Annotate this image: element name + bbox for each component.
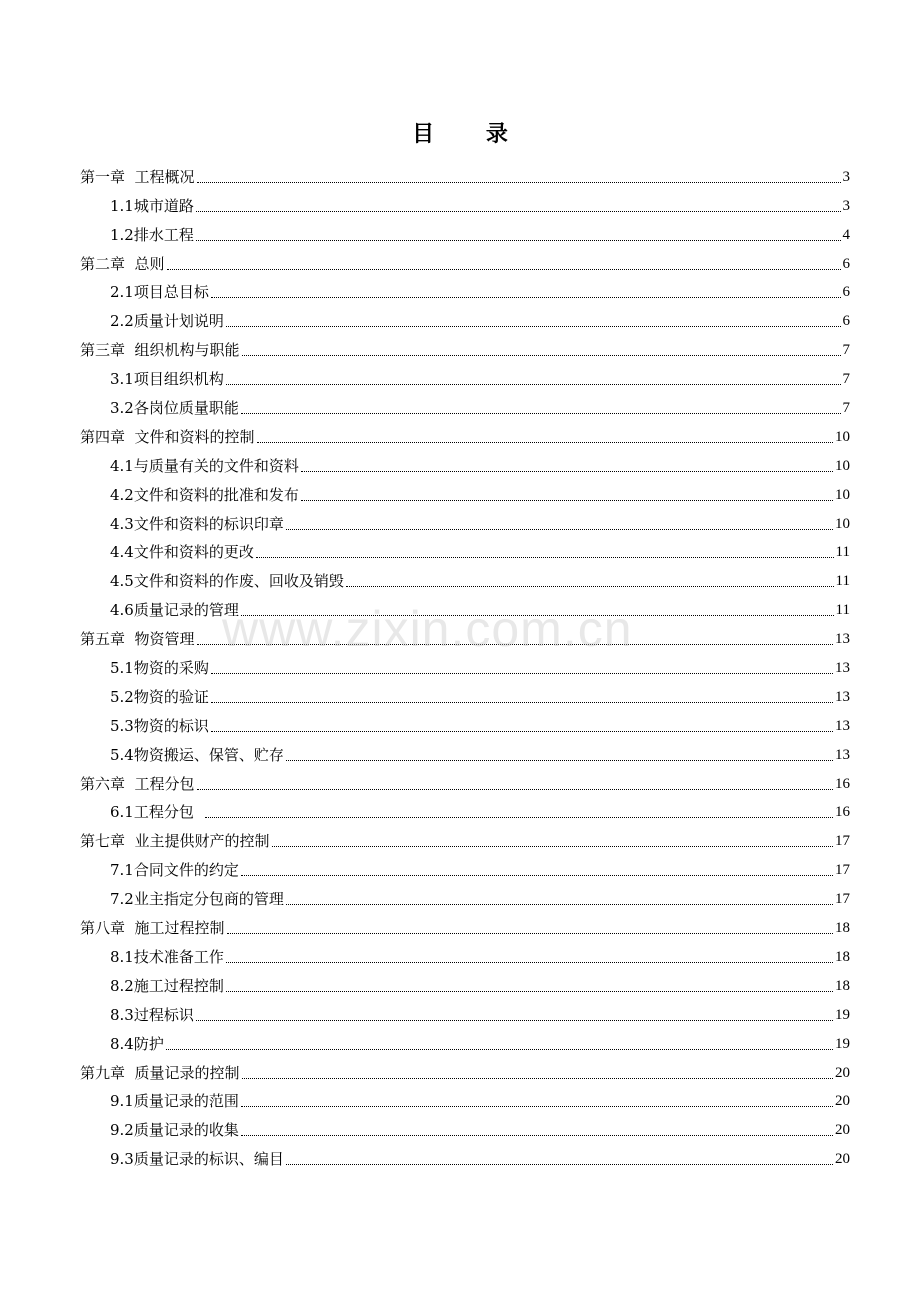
toc-dot-leader [226, 384, 841, 385]
toc-dot-leader [242, 1078, 833, 1079]
toc-page-number: 7 [842, 371, 850, 388]
toc-page-number: 13 [835, 717, 850, 734]
toc-entry-label: 4.3文件和资料的标识印章 [110, 514, 284, 533]
toc-dot-leader [211, 297, 841, 298]
toc-section-entry[interactable] [80, 361, 850, 390]
toc-section-entry[interactable] [80, 708, 850, 737]
toc-entry-label: 1.1城市道路 [110, 196, 194, 215]
toc-page-number: 13 [835, 660, 850, 677]
toc-entry-label: 9.3质量记录的标识、编目 [110, 1150, 284, 1169]
toc-entry-label: 第三章 组织机构与职能 [80, 341, 240, 360]
toc-entry-label: 4.4文件和资料的更改 [110, 543, 254, 562]
toc-dot-leader [301, 471, 833, 472]
toc-dot-leader [241, 875, 833, 876]
toc-page-number: 13 [835, 631, 850, 648]
toc-dot-leader [286, 529, 833, 530]
toc-dot-leader [286, 904, 833, 905]
toc-page-number: 10 [835, 486, 850, 503]
toc-entry-label: 第二章 总则 [80, 254, 165, 273]
toc-section-entry[interactable] [80, 1112, 850, 1141]
toc-page-number: 3 [842, 197, 850, 214]
toc-entry-label: 第八章 施工过程控制 [80, 919, 225, 938]
toc-entry-label: 第五章 物资管理 [80, 630, 195, 649]
table-of-contents [80, 159, 850, 1170]
toc-dot-leader [196, 211, 841, 212]
toc-section-entry[interactable] [80, 535, 850, 564]
toc-page-number: 11 [835, 602, 850, 619]
toc-entry-label: 8.2施工过程控制 [110, 976, 224, 995]
toc-chapter-entry[interactable] [80, 766, 850, 795]
toc-entry-label: 7.1合同文件的约定 [110, 861, 239, 880]
toc-entry-label: 5.4物资搬运、保管、贮存 [110, 745, 284, 764]
toc-chapter-entry[interactable] [80, 910, 850, 939]
toc-section-entry[interactable] [80, 737, 850, 766]
toc-dot-leader [211, 673, 833, 674]
toc-section-entry[interactable] [80, 852, 850, 881]
toc-dot-leader [196, 1020, 833, 1021]
toc-page-number: 19 [835, 1035, 850, 1052]
toc-chapter-entry[interactable] [80, 823, 850, 852]
toc-section-entry[interactable] [80, 1084, 850, 1113]
toc-dot-leader [241, 615, 834, 616]
toc-dot-leader [272, 846, 833, 847]
toc-section-entry[interactable] [80, 1141, 850, 1170]
toc-page-number: 10 [835, 428, 850, 445]
toc-section-entry[interactable] [80, 188, 850, 217]
toc-entry-label: 7.2业主指定分包商的管理 [110, 890, 284, 909]
toc-chapter-entry[interactable] [80, 419, 850, 448]
toc-page-number: 16 [835, 775, 850, 792]
toc-chapter-entry[interactable] [80, 246, 850, 275]
toc-entry-label: 3.2各岗位质量职能 [110, 399, 239, 418]
toc-dot-leader [167, 269, 841, 270]
toc-dot-leader [241, 1135, 833, 1136]
toc-page-number: 11 [835, 544, 850, 561]
toc-dot-leader [211, 702, 833, 703]
toc-section-entry[interactable] [80, 795, 850, 824]
toc-section-entry[interactable] [80, 881, 850, 910]
toc-section-entry[interactable] [80, 390, 850, 419]
toc-dot-leader [197, 789, 833, 790]
toc-dot-leader [257, 442, 833, 443]
toc-page-number: 18 [835, 948, 850, 965]
toc-page-number: 19 [835, 1006, 850, 1023]
toc-page-number: 20 [835, 1064, 850, 1081]
toc-page-number: 17 [835, 891, 850, 908]
toc-section-entry[interactable] [80, 477, 850, 506]
toc-dot-leader [197, 644, 833, 645]
toc-dot-leader [301, 500, 833, 501]
toc-chapter-entry[interactable] [80, 159, 850, 188]
toc-page-number: 6 [842, 284, 850, 301]
toc-dot-leader [286, 760, 833, 761]
toc-chapter-entry[interactable] [80, 1055, 850, 1084]
toc-dot-leader [227, 933, 833, 934]
toc-page-number: 20 [835, 1122, 850, 1139]
toc-dot-leader [241, 413, 841, 414]
toc-dot-leader [196, 240, 841, 241]
toc-dot-leader [226, 962, 833, 963]
toc-page-number: 10 [835, 515, 850, 532]
toc-entry-label: 9.1质量记录的范围 [110, 1092, 239, 1111]
toc-dot-leader [226, 991, 833, 992]
toc-title: 目 录 [412, 122, 530, 147]
toc-entry-label: 9.2质量记录的收集 [110, 1121, 239, 1140]
toc-section-entry[interactable] [80, 563, 850, 592]
toc-entry-label: 5.3物资的标识 [110, 716, 209, 735]
toc-section-entry[interactable] [80, 939, 850, 968]
toc-page-number: 4 [842, 226, 850, 243]
toc-entry-label: 第一章 工程概况 [80, 167, 195, 186]
toc-dot-leader [166, 1049, 833, 1050]
toc-section-entry[interactable] [80, 217, 850, 246]
toc-section-entry[interactable] [80, 303, 850, 332]
toc-page-number: 18 [835, 920, 850, 937]
toc-section-entry[interactable] [80, 275, 850, 304]
toc-entry-label: 第四章 文件和资料的控制 [80, 427, 255, 446]
toc-page-number: 10 [835, 457, 850, 474]
toc-page-number: 20 [835, 1151, 850, 1168]
toc-entry-label: 4.6质量记录的管理 [110, 601, 239, 620]
toc-section-entry[interactable] [80, 968, 850, 997]
toc-chapter-entry[interactable] [80, 332, 850, 361]
toc-entry-label: 2.2质量计划说明 [110, 312, 224, 331]
toc-page-number: 16 [835, 804, 850, 821]
toc-entry-label: 6.1工程分包 [110, 803, 204, 822]
toc-page-number: 13 [835, 746, 850, 763]
toc-entry-label: 8.1技术准备工作 [110, 947, 224, 966]
toc-section-entry[interactable] [80, 1026, 850, 1055]
toc-entry-label: 3.1项目组织机构 [110, 370, 224, 389]
toc-entry-label: 2.1项目总目标 [110, 283, 209, 302]
toc-dot-leader [205, 817, 833, 818]
toc-page-number: 18 [835, 977, 850, 994]
toc-entry-label: 1.2排水工程 [110, 225, 194, 244]
toc-page-number: 20 [835, 1093, 850, 1110]
toc-entry-label: 第七章 业主提供财产的控制 [80, 832, 270, 851]
toc-chapter-entry[interactable] [80, 621, 850, 650]
toc-dot-leader [286, 1164, 833, 1165]
toc-page-number: 6 [842, 313, 850, 330]
toc-page-number: 3 [842, 168, 850, 185]
toc-section-entry[interactable] [80, 506, 850, 535]
toc-section-entry[interactable] [80, 650, 850, 679]
toc-section-entry[interactable] [80, 592, 850, 621]
toc-page-number: 13 [835, 688, 850, 705]
toc-page-number: 7 [842, 342, 850, 359]
toc-dot-leader [346, 586, 834, 587]
toc-entry-label: 第六章 工程分包 [80, 774, 195, 793]
toc-page-number: 17 [835, 862, 850, 879]
toc-entry-label: 4.5文件和资料的作废、回收及销毁 [110, 572, 344, 591]
toc-dot-leader [226, 326, 841, 327]
toc-entry-label: 第九章 质量记录的控制 [80, 1063, 240, 1082]
watermark: www.zixin.com.cn [222, 601, 633, 657]
toc-dot-leader [197, 182, 841, 183]
toc-page-number: 17 [835, 833, 850, 850]
toc-page-number: 6 [842, 255, 850, 272]
toc-dot-leader [211, 731, 833, 732]
toc-entry-label: 4.2文件和资料的批准和发布 [110, 485, 299, 504]
toc-page-number: 11 [835, 573, 850, 590]
toc-entry-label: 5.1物资的采购 [110, 659, 209, 678]
toc-entry-label: 4.1与质量有关的文件和资料 [110, 456, 299, 475]
toc-section-entry[interactable] [80, 997, 850, 1026]
toc-entry-label: 5.2物资的验证 [110, 687, 209, 706]
toc-entry-label: 8.4防护 [110, 1034, 164, 1053]
toc-dot-leader [242, 355, 841, 356]
toc-page-number: 7 [842, 400, 850, 417]
toc-section-entry[interactable] [80, 679, 850, 708]
toc-dot-leader [241, 1106, 833, 1107]
toc-section-entry[interactable] [80, 448, 850, 477]
toc-entry-label: 8.3过程标识 [110, 1005, 194, 1024]
toc-dot-leader [256, 557, 834, 558]
